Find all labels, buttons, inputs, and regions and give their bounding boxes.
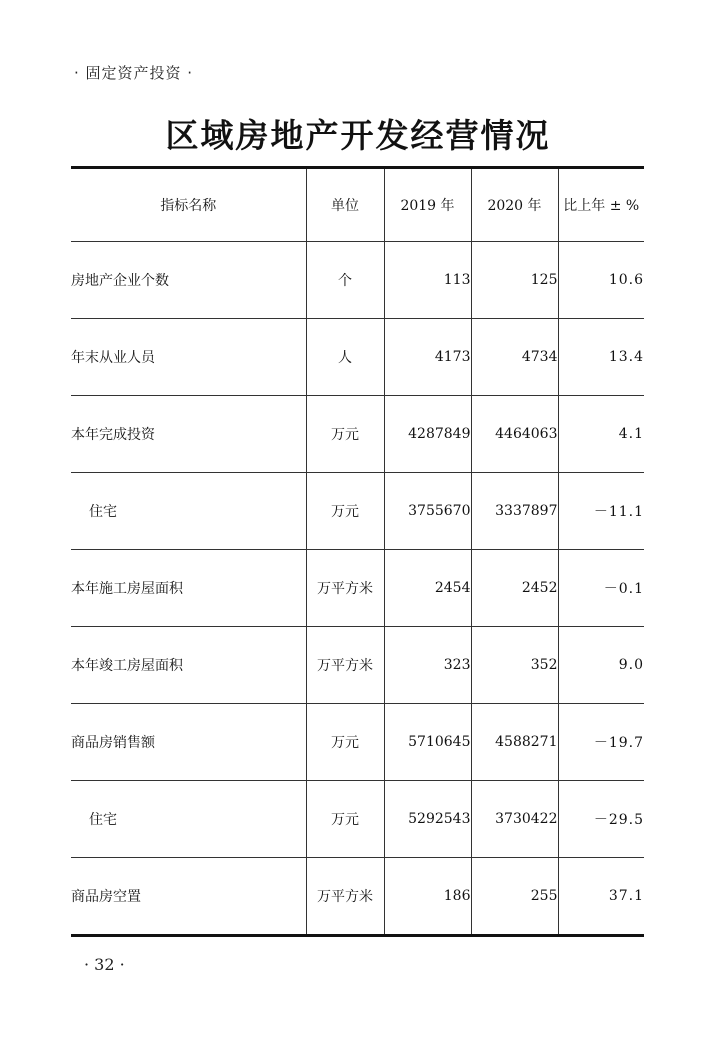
- row-unit: 人: [306, 319, 384, 396]
- column-header-indicator: 指标名称: [71, 168, 306, 242]
- page-number: · 32 ·: [84, 955, 125, 974]
- row-change-percent: －19.7: [558, 704, 644, 781]
- column-header-2019: 2019 年: [384, 168, 471, 242]
- table-row: [71, 242, 644, 319]
- row-change-percent: －29.5: [558, 781, 644, 858]
- row-value-2019: 3755670: [384, 473, 471, 550]
- row-value-2019: 323: [384, 627, 471, 704]
- row-unit: 个: [306, 242, 384, 319]
- row-value-2019: 2454: [384, 550, 471, 627]
- row-value-2020: 125: [471, 242, 558, 319]
- column-header-change: 比上年 ± %: [558, 168, 644, 242]
- data-table: [71, 166, 644, 937]
- row-change-percent: 9.0: [558, 627, 644, 704]
- row-change-percent: 37.1: [558, 858, 644, 936]
- row-unit: 万平方米: [306, 858, 384, 936]
- table-row: [71, 627, 644, 704]
- row-change-percent: 10.6: [558, 242, 644, 319]
- row-value-2019: 113: [384, 242, 471, 319]
- row-unit: 万元: [306, 473, 384, 550]
- row-unit: 万元: [306, 396, 384, 473]
- row-indicator-name: 房地产企业个数: [71, 242, 306, 319]
- row-change-percent: －0.1: [558, 550, 644, 627]
- row-value-2020: 3730422: [471, 781, 558, 858]
- table-row: [71, 704, 644, 781]
- page-title: 区域房地产开发经营情况: [165, 116, 551, 155]
- row-value-2020: 4734: [471, 319, 558, 396]
- column-header-2020: 2020 年: [471, 168, 558, 242]
- row-value-2019: 5292543: [384, 781, 471, 858]
- row-value-2019: 186: [384, 858, 471, 936]
- row-value-2020: 2452: [471, 550, 558, 627]
- table-row: [71, 858, 644, 936]
- section-label: · 固定资产投资 ·: [74, 64, 194, 82]
- row-value-2019: 5710645: [384, 704, 471, 781]
- row-indicator-name: 年末从业人员: [71, 319, 306, 396]
- row-value-2019: 4287849: [384, 396, 471, 473]
- row-value-2020: 4464063: [471, 396, 558, 473]
- row-unit: 万平方米: [306, 627, 384, 704]
- table-row: [71, 319, 644, 396]
- row-indicator-name: 本年竣工房屋面积: [71, 627, 306, 704]
- row-value-2020: 3337897: [471, 473, 558, 550]
- row-indicator-name: 商品房销售额: [71, 704, 306, 781]
- column-header-unit: 单位: [306, 168, 384, 242]
- table-row: [71, 396, 644, 473]
- row-change-percent: 13.4: [558, 319, 644, 396]
- table-body: [71, 242, 644, 936]
- row-unit: 万元: [306, 704, 384, 781]
- table-row: [71, 781, 644, 858]
- row-indicator-name: 本年完成投资: [71, 396, 306, 473]
- row-indicator-name: 商品房空置: [71, 889, 141, 905]
- row-unit: 万元: [306, 781, 384, 858]
- row-indicator-name: 住宅: [71, 473, 306, 550]
- row-change-percent: 4.1: [558, 396, 644, 473]
- row-value-2020: 352: [471, 627, 558, 704]
- row-value-2020: 4588271: [471, 704, 558, 781]
- table-row: [71, 473, 644, 550]
- table-row: [71, 550, 644, 627]
- row-change-percent: －11.1: [558, 473, 644, 550]
- row-unit: 万平方米: [306, 550, 384, 627]
- row-indicator-name: 本年施工房屋面积: [71, 550, 306, 627]
- table-header-row: [71, 168, 644, 242]
- row-indicator-name: 住宅: [71, 781, 306, 858]
- row-value-2020: 255: [471, 858, 558, 936]
- row-value-2019: 4173: [384, 319, 471, 396]
